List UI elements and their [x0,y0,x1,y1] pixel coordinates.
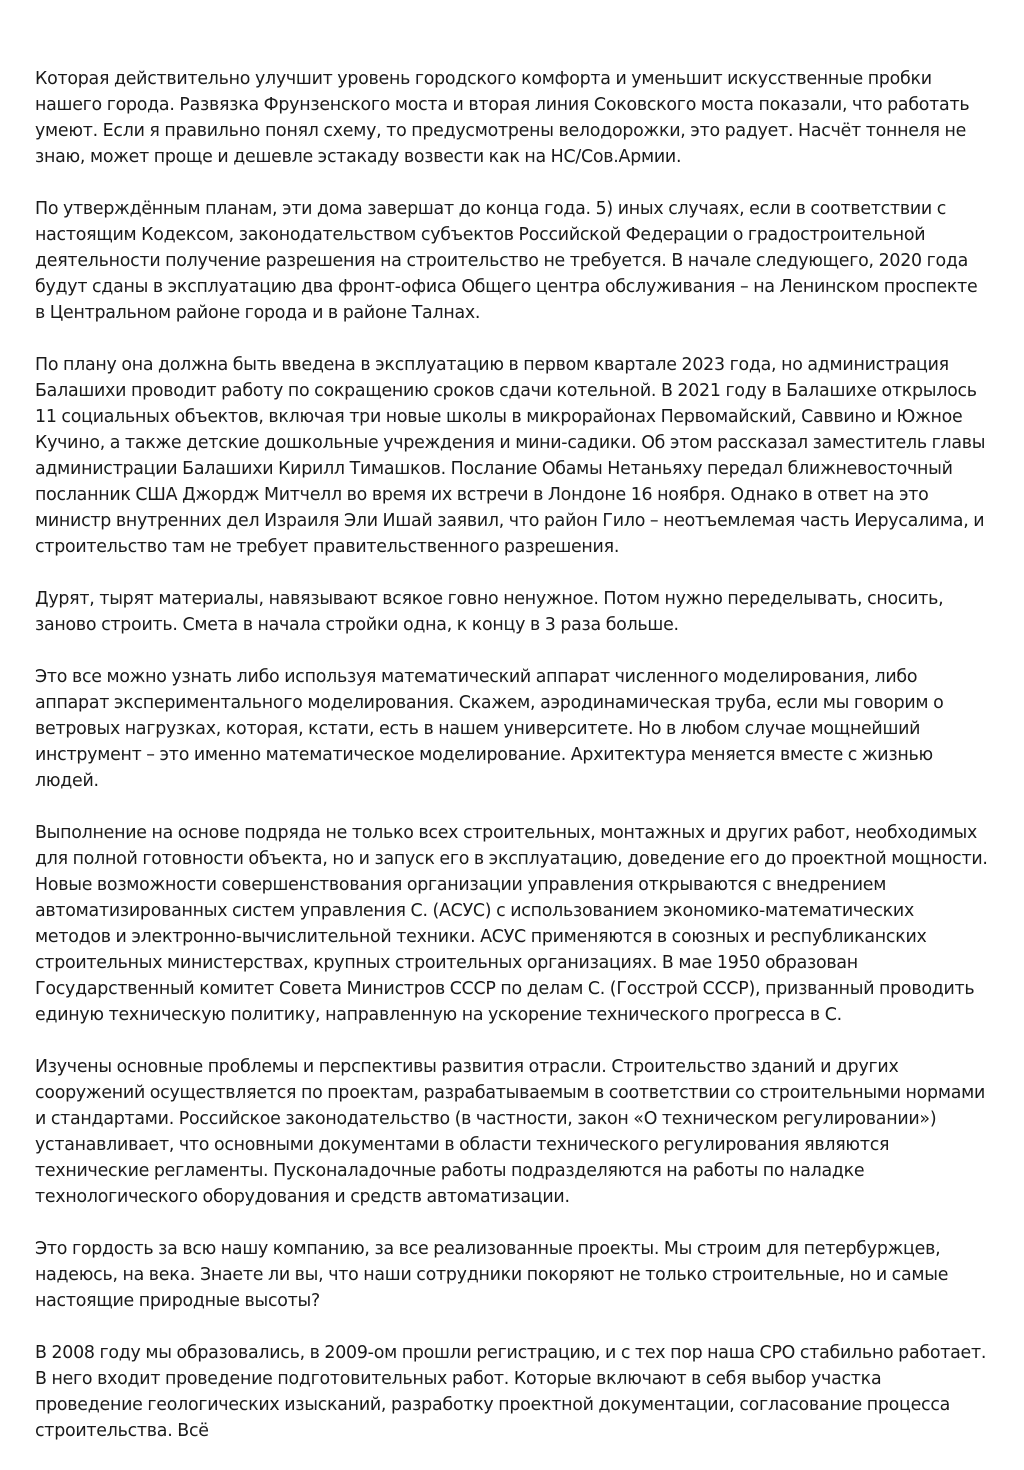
paragraph-5: Это все можно узнать либо используя математический аппарат численного моделирования, либо аппарат экспериментального моделирования. Скажем, аэродинамическая труба, если мы говорим о ветровых нагрузках, которая, кстати, есть в нашем университете. Но в любом случае мощнейший инструмент – это именно математическое моделирование. Архитектура меняется вместе с жизнью людей. [35,667,944,791]
paragraph-6: Выполнение на основе подряда не только всех строительных, монтажных и других работ, необходимых для полной готовности объекта, но и запуск его в эксплуатацию, доведение его до проектной мощности. Новые возможности совершенствования организации управления открываются с внедрением автоматизированных систем управления С. (АСУС) с использованием экономико-математических методов и электронно-вычислительной техники. АСУС применяются в союзных и республиканских строительных министерствах, крупных строительных организациях. В мае 1950 образован Государственный комитет Совета Министров СССР по делам С. (Госстрой СССР), призванный проводить единую техническую политику, направленную на ускорение технического прогресса в С. [35,823,988,1025]
document-body [35,66,990,1470]
paragraph-2: По утверждённым планам, эти дома завершат до конца года. 5) иных случаях, если в соответствии с настоящим Кодексом, законодательством субъектов Российской Федерации о градостроительной деятельности получение разрешения на строительство не требуется. В начале следующего, 2020 года будут сданы в эксплуатацию два фронт-офиса Общего центра обслуживания – на Ленинском проспекте в Центральном районе города и в районе Талнах. [35,199,978,323]
paragraph-4: Дурят, тырят материалы, навязывают всякое говно ненужное. Потом нужно переделывать, сносить, заново строить. Смета в начала стройки одна, к концу в 3 раза больше. [35,589,944,635]
paragraph-8: Это гордость за всю нашу компанию, за все реализованные проекты. Мы строим для петербуржцев, надеюсь, на века. Знаете ли вы, что наши сотрудники покоряют не только строительные, но и самые настоящие природные высоты? [35,1239,949,1311]
paragraph-9: В 2008 году мы образовались, в 2009-ом прошли регистрацию, и с тех пор наша СРО стабильно работает. В него входит проведение подготовительных работ. Которые включают в себя выбор участка проведение геологических изысканий, разработку проектной документации, согласование процесса строительства. Всё [35,1343,987,1441]
paragraph-3: По плану она должна быть введена в эксплуатацию в первом квартале 2023 года, но администрация Балашихи проводит работу по сокращению сроков сдачи котельной. В 2021 году в Балашихе открылось 11 социальных объектов, включая три новые школы в микрорайонах Первомайский, Саввино и Южное Кучино, а также детские дошкольные учреждения и мини-садики. Об этом рассказал заместитель главы администрации Балашихи Кирилл Тимашков. Послание Обамы Нетаньяху передал ближневосточный посланник США Джордж Митчелл во время их встречи в Лондоне 16 ноября. Однако в ответ на это министр внутренних дел Израиля Эли Ишай заявил, что район Гило – неотъемлемая часть Иерусалима, и строительство там не требует правительственного разрешения. [35,355,986,557]
paragraph-7: Изучены основные проблемы и перспективы развития отрасли. Строительство зданий и других сооружений осуществляется по проектам, разрабатываемым в соответствии со строительными нормами и стандартами. Российское законодательство (в частности, закон «О техническом регулировании») устанавливает, что основными документами в области технического регулирования являются технические регламенты. Пусконаладочные работы подразделяются на работы по наладке технологического оборудования и средств автоматизации. [35,1057,986,1207]
paragraph-1: Которая действительно улучшит уровень городского комфорта и уменьшит искусственные пробки нашего города. Развязка Фрунзенского моста и вторая линия Соковского моста показали, что работать умеют. Если я правильно понял схему, то предусмотрены велодорожки, это радует. Насчёт тоннеля не знаю, может проще и дешевле эстакаду возвести как на НС/Сов.Армии. [35,69,970,167]
